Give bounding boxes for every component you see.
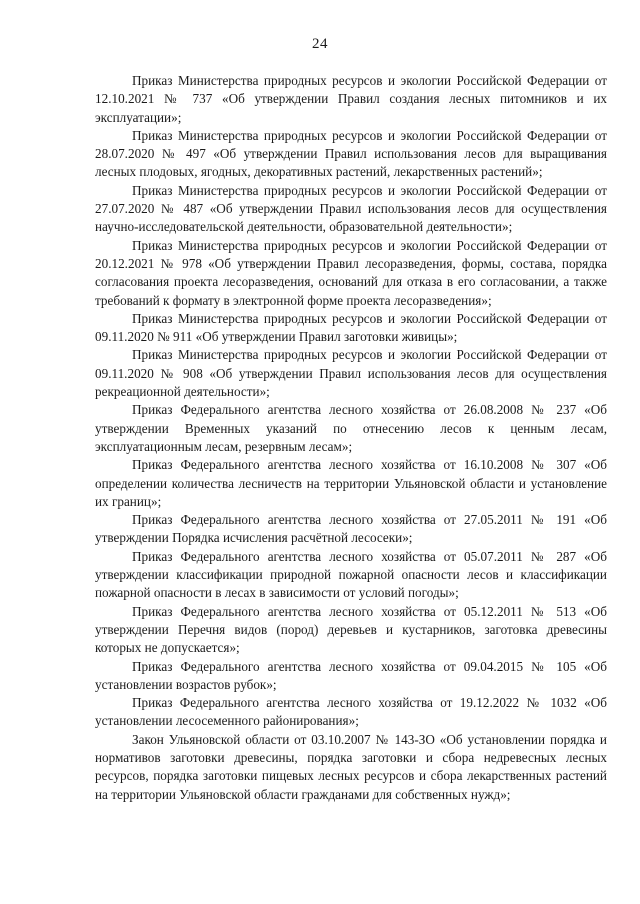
- page-number: 24: [312, 36, 328, 52]
- list-item: Приказ Федерального агентства лесного хозяйства от 05.07.2011 № 287 «Об утверждении классификации природной пожарной опасности лесов и классификации пожарной опасности в лесах в зависимости от условий погоды»;: [95, 548, 607, 601]
- list-item: Закон Ульяновской области от 03.10.2007 № 143-ЗО «Об установлении порядка и нормативов заготовки древесины, порядка заготовки и сбора недревесных лесных ресурсов, порядка заготовки пищевых лесных ресурсов и сбора лекарственных растений на территории Ульяновской области гражданами для собственных нужд»;: [95, 731, 607, 802]
- list-item: Приказ Министерства природных ресурсов и экологии Российской Федерации от 20.12.2021 № 978 «Об утверждении Правил лесоразведения, формы, состава, порядка согласования проекта лесоразведения, оснований для отказа в его согласовании, а также требований к формату в электронной форме проекта лесоразведения»;: [95, 237, 607, 308]
- list-item: Приказ Министерства природных ресурсов и экологии Российской Федерации от 28.07.2020 № 497 «Об утверждении Правил использования лесов для выращивания лесных плодовых, ягодных, декоративных растений, лекарственных растений»;: [95, 127, 607, 180]
- list-item: Приказ Федерального агентства лесного хозяйства от 19.12.2022 № 1032 «Об установлении лесосеменного районирования»;: [95, 695, 607, 729]
- list-item: Приказ Федерального агентства лесного хозяйства от 26.08.2008 № 237 «Об утверждении Временных указаний по отнесению лесов к ценным лесам, эксплуатационным лесам, резервным лесам»;: [95, 402, 607, 454]
- list-item: Приказ Федерального агентства лесного хозяйства от 16.10.2008 № 307 «Об определении количества лесничеств на территории Ульяновской области и установление их границ»;: [95, 457, 607, 509]
- list-item: Приказ Министерства природных ресурсов и экологии Российской Федерации от 09.11.2020 № 911 «Об утверждении Правил заготовки живицы»;: [95, 310, 607, 345]
- list-item: Приказ Министерства природных ресурсов и экологии Российской Федерации от 12.10.2021 № 737 «Об утверждении Правил создания лесных питомников и их эксплуатации»;: [95, 73, 607, 125]
- list-item: Приказ Министерства природных ресурсов и экологии Российской Федерации от 27.07.2020 № 487 «Об утверждении Правил использования лесов для осуществления научно-исследовательской деятельности, образовательной деятельности»;: [95, 182, 607, 235]
- list-item: Приказ Федерального агентства лесного хозяйства от 05.12.2011 № 513 «Об утверждении Перечня видов (пород) деревьев и кустарников, заготовка древесины которых не допускается»;: [95, 603, 607, 656]
- list-item: Приказ Министерства природных ресурсов и экологии Российской Федерации от 09.11.2020 № 908 «Об утверждении Правил использования лесов для осуществления рекреационной деятельности»;: [95, 347, 607, 400]
- list-item: Приказ Федерального агентства лесного хозяйства от 27.05.2011 № 191 «Об утверждении Порядка исчисления расчётной лесосеки»;: [95, 512, 607, 546]
- list-item: Приказ Федерального агентства лесного хозяйства от 09.04.2015 № 105 «Об установлении возрастов рубок»;: [95, 658, 607, 692]
- document-body: [95, 72, 607, 804]
